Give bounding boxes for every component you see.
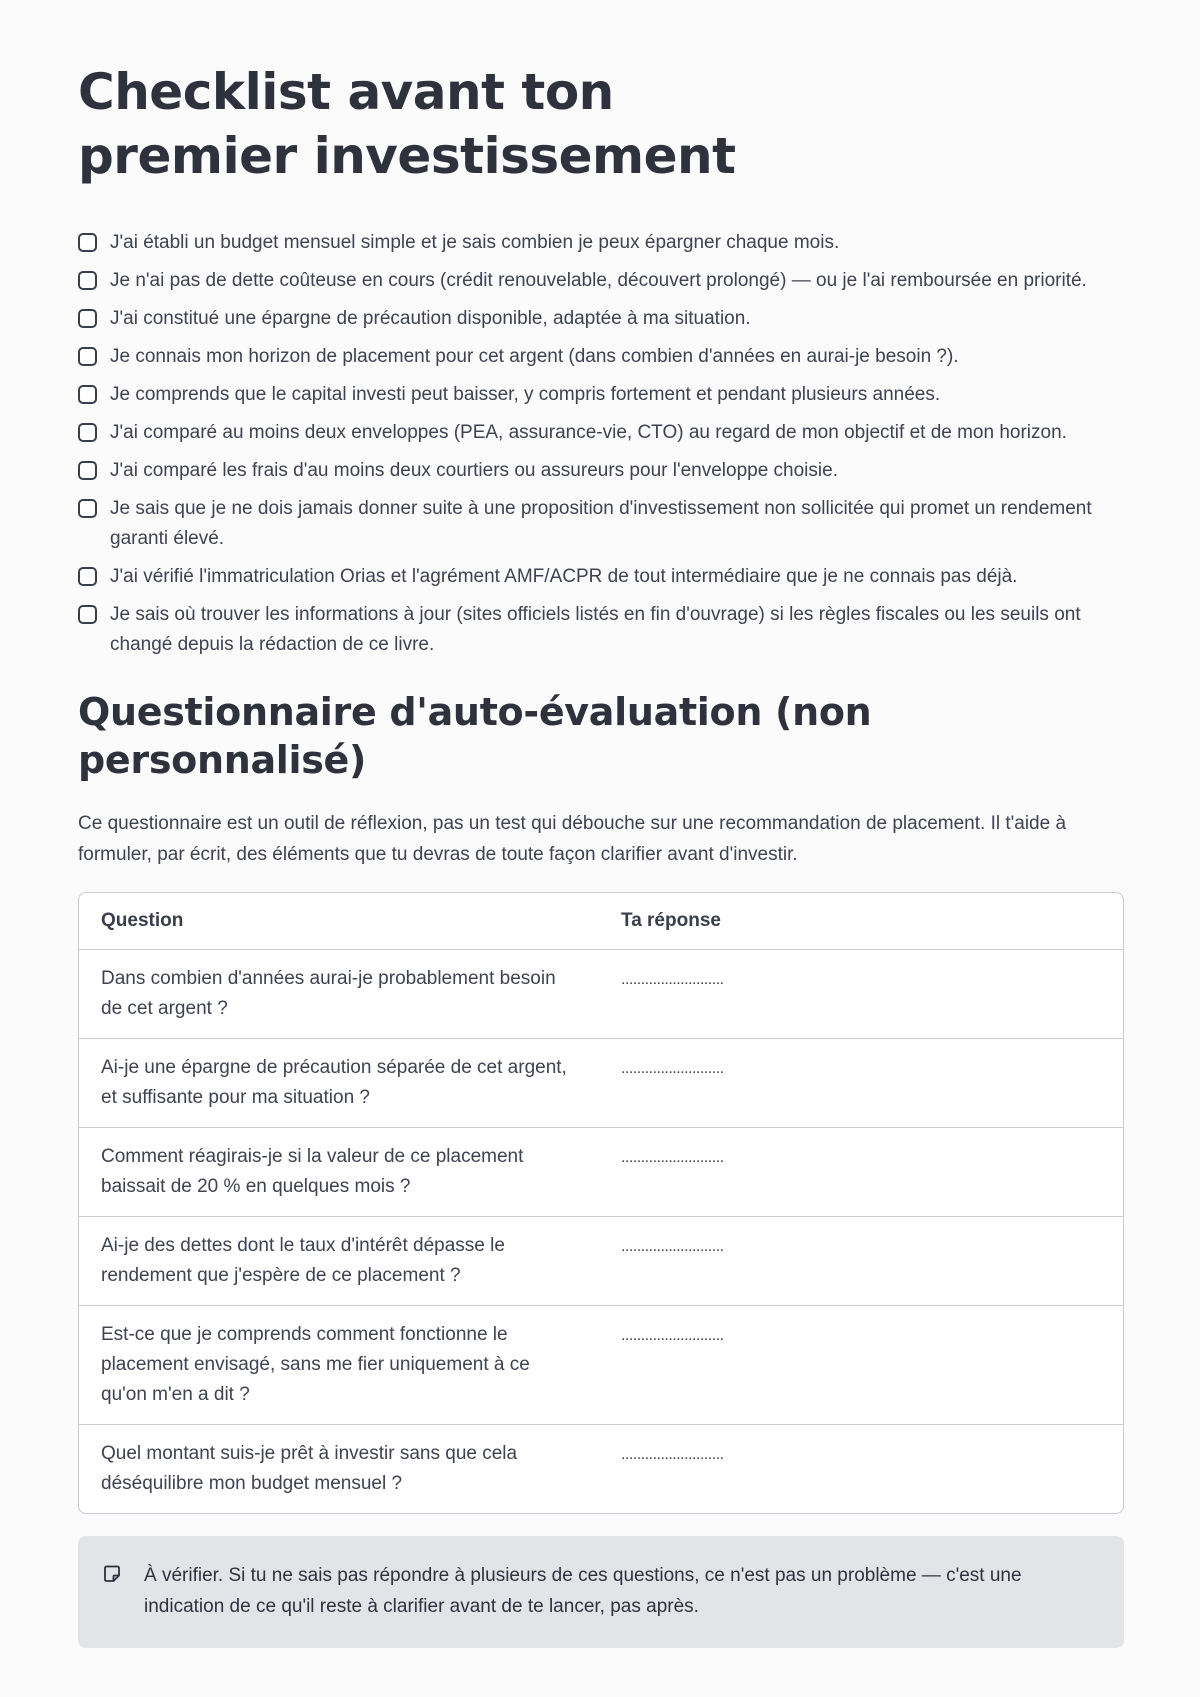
- note-text: À vérifier. Si tu ne sais pas répondre à plusieurs de ces questions, ce n'est pas un problème — c'est une indication de ce qu'il reste à clarifier avant de te lancer, pas après.: [144, 1565, 1022, 1617]
- answer-cell: [599, 1425, 1123, 1513]
- questionnaire-table: [78, 892, 1124, 1514]
- answer-field[interactable]: ..........................: [621, 1238, 724, 1255]
- page-title: Checklist avant ton premier investissement: [78, 63, 736, 185]
- checklist-item-label: J'ai constitué une épargne de précaution disponible, adaptée à ma situation.: [110, 308, 751, 329]
- checklist-item: [78, 380, 1122, 410]
- checkbox[interactable]: [78, 385, 97, 404]
- checklist-item: [78, 342, 1122, 372]
- checklist-item: [78, 562, 1122, 592]
- table-header-row: [79, 893, 1123, 950]
- checklist-item-label: Je connais mon horizon de placement pour cet argent (dans combien d'années en aurai-je besoin ?).: [110, 346, 959, 367]
- checklist-item: [78, 228, 1122, 258]
- checkbox[interactable]: [78, 461, 97, 480]
- note-callout: [78, 1536, 1124, 1648]
- checkbox[interactable]: [78, 423, 97, 442]
- checklist-item-label: Je comprends que le capital investi peut baisser, y compris fortement et pendant plusieurs années.: [110, 384, 941, 405]
- checkbox[interactable]: [78, 309, 97, 328]
- checklist-item: [78, 494, 1122, 554]
- question-cell: Est-ce que je comprends comment fonctionne le placement envisagé, sans me fier uniquement à ce qu'on m'en a dit ?: [79, 1306, 599, 1425]
- questionnaire-title: Questionnaire d'auto-évaluation (non personnalisé): [78, 690, 872, 782]
- checkbox[interactable]: [78, 233, 97, 252]
- checklist-item: [78, 600, 1122, 660]
- answer-field[interactable]: ..........................: [621, 1327, 724, 1344]
- answer-field[interactable]: ..........................: [621, 1149, 724, 1166]
- checklist-item-label: J'ai comparé au moins deux enveloppes (PEA, assurance-vie, CTO) au regard de mon objectif et de mon horizon.: [110, 422, 1067, 443]
- checklist-item-label: Je sais où trouver les informations à jour (sites officiels listés en fin d'ouvrage) si les règles fiscales ou les seuils ont changé depuis la rédaction de ce livre.: [110, 604, 1081, 655]
- table-row: [79, 1425, 1123, 1513]
- table-row: [79, 1039, 1123, 1128]
- table-row: [79, 1128, 1123, 1217]
- checklist-item: [78, 418, 1122, 448]
- answer-cell: [599, 1128, 1123, 1217]
- checklist-item-label: Je n'ai pas de dette coûteuse en cours (crédit renouvelable, découvert prolongé) — ou je l'ai remboursée en priorité.: [110, 270, 1087, 291]
- answer-cell: [599, 1217, 1123, 1306]
- table-row: [79, 1306, 1123, 1425]
- checklist-item: [78, 304, 1122, 334]
- table-row: [79, 950, 1123, 1039]
- checkbox[interactable]: [78, 567, 97, 586]
- answer-field[interactable]: ..........................: [621, 1060, 724, 1077]
- question-cell: Dans combien d'années aurai-je probablement besoin de cet argent ?: [79, 950, 599, 1039]
- checklist-item-label: J'ai établi un budget mensuel simple et je sais combien je peux épargner chaque mois.: [110, 232, 840, 253]
- checklist-item-label: Je sais que je ne dois jamais donner suite à une proposition d'investissement non sollicitée qui promet un rendement garanti élevé.: [110, 498, 1092, 549]
- answer-field[interactable]: ..........................: [621, 1446, 724, 1463]
- checkbox[interactable]: [78, 271, 97, 290]
- answer-cell: [599, 1039, 1123, 1128]
- question-cell: Quel montant suis-je prêt à investir sans que cela déséquilibre mon budget mensuel ?: [101, 1443, 518, 1494]
- question-cell: Ai-je des dettes dont le taux d'intérêt dépasse le rendement que j'espère de ce placement ?: [79, 1217, 599, 1306]
- question-cell: Comment réagirais-je si la valeur de ce placement baissait de 20 % en quelques mois ?: [79, 1128, 599, 1217]
- answer-field[interactable]: ..........................: [621, 971, 724, 988]
- column-header-question: Question: [79, 893, 599, 950]
- checkbox[interactable]: [78, 499, 97, 518]
- checkbox[interactable]: [78, 347, 97, 366]
- note-icon: [102, 1564, 122, 1584]
- checklist-item-label: J'ai comparé les frais d'au moins deux courtiers ou assureurs pour l'enveloppe choisie.: [110, 460, 838, 481]
- table-row: [79, 1217, 1123, 1306]
- questionnaire-intro: Ce questionnaire est un outil de réflexion, pas un test qui débouche sur une recommandation de placement. Il t'aide à formuler, par écrit, des éléments que tu devras de toute façon clarifier avant d'investir.: [78, 813, 1067, 865]
- question-cell: Ai-je une épargne de précaution séparée de cet argent, et suffisante pour ma situation ?: [79, 1039, 599, 1128]
- checkbox[interactable]: [78, 605, 97, 624]
- answer-cell: [599, 1306, 1123, 1425]
- checklist-item: [78, 266, 1122, 296]
- checklist-item-label: J'ai vérifié l'immatriculation Orias et l'agrément AMF/ACPR de tout intermédiaire que je ne connais pas déjà.: [110, 566, 1018, 587]
- column-header-answer: Ta réponse: [599, 893, 1123, 950]
- checklist-item: [78, 456, 1122, 486]
- checklist: [78, 228, 1122, 660]
- answer-cell: [599, 950, 1123, 1039]
